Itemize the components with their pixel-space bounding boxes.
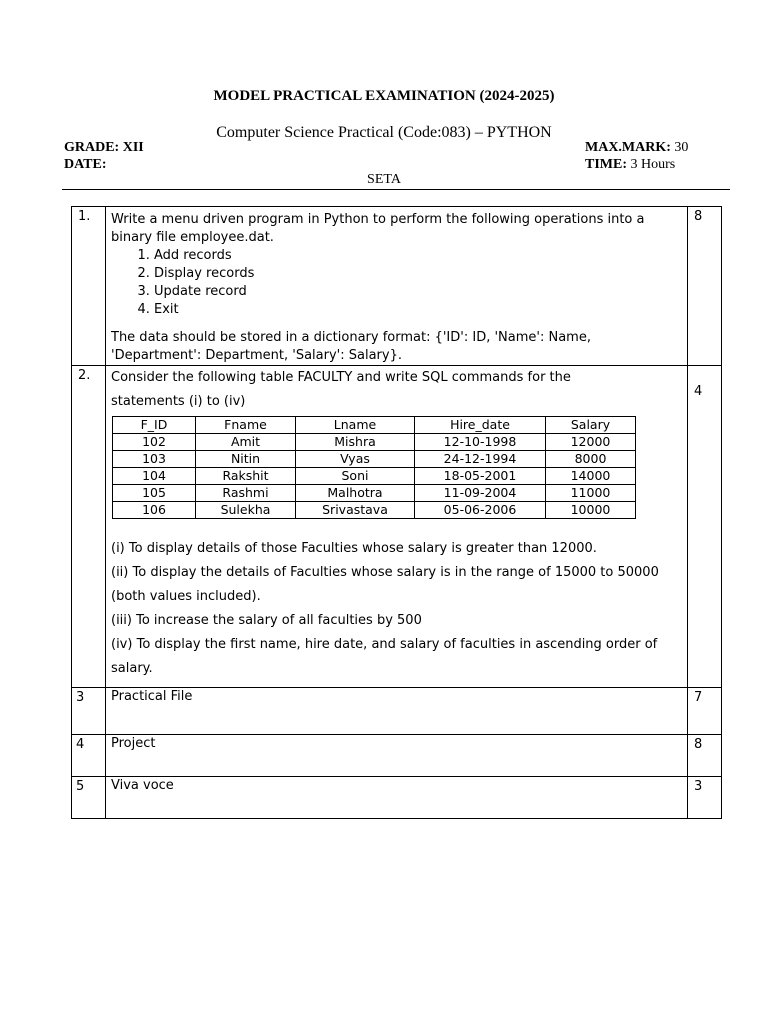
subquestion: (i) To display details of those Faculties whose salary is greater than 12000. [111, 541, 597, 556]
question-intro-line: statements (i) to (iv) [111, 394, 246, 409]
subquestion: (iii) To increase the salary of all faculties by 500 [111, 613, 422, 628]
column-header: F_ID [113, 417, 196, 434]
question-row-5 [72, 777, 722, 819]
question-row-4 [72, 735, 722, 777]
table-cell: Rakshit [196, 468, 296, 485]
list-item: 3. Update record [154, 283, 683, 301]
table-cell: 103 [113, 451, 196, 468]
table-cell: Nitin [196, 451, 296, 468]
date-label: DATE: [64, 157, 107, 172]
table-cell: 18-05-2001 [415, 468, 546, 485]
question-text: Viva voce [106, 777, 688, 819]
subquestion-list [111, 537, 683, 687]
time-label: TIME: [585, 157, 627, 172]
question-number: 1. [72, 207, 106, 366]
table-cell: 106 [113, 502, 196, 519]
time-value: 3 Hours [630, 157, 676, 172]
table-cell: 14000 [546, 468, 636, 485]
question-body [106, 207, 688, 366]
table-cell: Mishra [296, 434, 415, 451]
question-marks: 8 [688, 207, 722, 366]
table-row [113, 485, 636, 502]
table-cell: 12-10-1998 [415, 434, 546, 451]
date-line [64, 157, 107, 173]
table-cell: 11000 [546, 485, 636, 502]
subquestion: (ii) To display the details of Faculties whose salary is in the range of 15000 to 50000 (both values included). [111, 565, 659, 604]
grade-line [64, 140, 144, 156]
column-header: Fname [196, 417, 296, 434]
table-cell: Vyas [296, 451, 415, 468]
table-cell: Sulekha [196, 502, 296, 519]
question-text: Practical File [106, 688, 688, 735]
table-cell: 8000 [546, 451, 636, 468]
column-header: Lname [296, 417, 415, 434]
list-item: 1. Add records [154, 247, 683, 265]
table-row [113, 451, 636, 468]
question-marks: 8 [688, 735, 722, 777]
question-table [71, 206, 722, 819]
table-row [113, 502, 636, 519]
question-marks: 7 [688, 688, 722, 735]
grade-label: GRADE: [64, 140, 120, 155]
time-line [585, 157, 675, 173]
table-row [113, 468, 636, 485]
column-header: Hire_date [415, 417, 546, 434]
question-row-3 [72, 688, 722, 735]
table-cell: Srivastava [296, 502, 415, 519]
question-number: 3 [72, 688, 106, 735]
max-mark-value: 30 [674, 140, 689, 155]
question-number: 2. [72, 366, 106, 688]
max-mark-label: MAX.MARK: [585, 140, 671, 155]
column-header: Salary [546, 417, 636, 434]
question-marks: 3 [688, 777, 722, 819]
subquestion: (iv) To display the first name, hire date, and salary of faculties in ascending order of salary. [111, 637, 658, 676]
question-text: Write a menu driven program in Python to perform the following operations into a binary file employee.dat. [111, 212, 645, 245]
grade-value: XII [122, 140, 144, 155]
table-cell: Rashmi [196, 485, 296, 502]
table-cell: 12000 [546, 434, 636, 451]
question-note: The data should be stored in a dictionary format: {'ID': ID, 'Name': Name, 'Department': Department, 'Salary': Salary}. [111, 330, 591, 363]
question-intro-line: Consider the following table FACULTY and write SQL commands for the [111, 370, 571, 385]
table-row [113, 434, 636, 451]
table-cell: Malhotra [296, 485, 415, 502]
table-cell: 05-06-2006 [415, 502, 546, 519]
list-item: 2. Display records [154, 265, 683, 283]
exam-title: MODEL PRACTICAL EXAMINATION (2024-2025) [213, 88, 555, 104]
question-intro [111, 366, 683, 414]
question-marks: 4 [688, 366, 722, 688]
question-body [106, 366, 688, 688]
question-number: 4 [72, 735, 106, 777]
faculty-table [112, 416, 636, 519]
list-item: 4. Exit [154, 301, 683, 319]
question-row-2 [72, 366, 722, 688]
table-cell: 104 [113, 468, 196, 485]
max-mark-line [585, 140, 688, 156]
table-cell: 102 [113, 434, 196, 451]
table-header-row [113, 417, 636, 434]
question-row-1 [72, 207, 722, 366]
table-cell: Soni [296, 468, 415, 485]
question-text: Project [106, 735, 688, 777]
exam-subtitle: Computer Science Practical (Code:083) – PYTHON [216, 124, 552, 141]
table-cell: 10000 [546, 502, 636, 519]
table-cell: 11-09-2004 [415, 485, 546, 502]
table-cell: Amit [196, 434, 296, 451]
set-label: SETA [367, 172, 401, 187]
header-divider [62, 189, 730, 190]
operations-list [111, 247, 683, 319]
table-cell: 24-12-1994 [415, 451, 546, 468]
table-cell: 105 [113, 485, 196, 502]
question-number: 5 [72, 777, 106, 819]
